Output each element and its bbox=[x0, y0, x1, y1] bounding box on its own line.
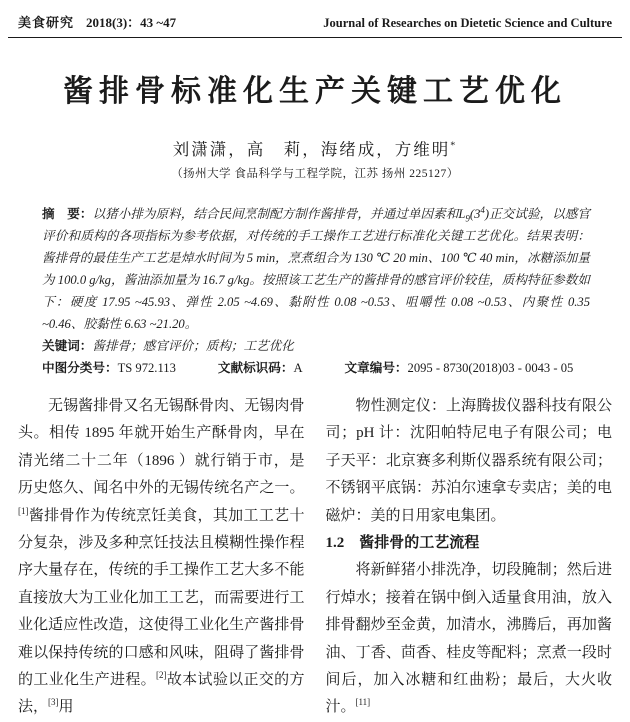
classification-line bbox=[42, 357, 590, 379]
clc-item bbox=[42, 357, 176, 379]
abstract-paragraph bbox=[42, 203, 590, 335]
doc-code-value: A bbox=[293, 361, 303, 375]
citation-superscript: [11] bbox=[355, 697, 371, 708]
affiliation: （扬州大学 食品科学与工程学院，江苏 扬州 225127） bbox=[171, 168, 459, 180]
journal-name-cn: 美食研究 bbox=[18, 15, 75, 30]
clc-label: 中图分类号： bbox=[42, 361, 118, 375]
citation-superscript: [2] bbox=[156, 670, 167, 681]
author-note-mark: * bbox=[450, 140, 458, 152]
clc-value: TS 972.113 bbox=[117, 361, 176, 375]
text-segment: (3 bbox=[469, 207, 481, 221]
running-head-left bbox=[18, 12, 176, 31]
text-segment: 1.2 酱排骨的工艺流程 bbox=[325, 535, 480, 552]
abstract-label: 摘 要： bbox=[42, 207, 93, 221]
body-paragraph bbox=[18, 393, 305, 722]
title-block bbox=[8, 74, 622, 181]
keywords-line bbox=[42, 335, 590, 357]
subscript-text: 9 bbox=[465, 213, 470, 224]
keywords-label: 关键词： bbox=[42, 339, 93, 353]
authors-names: 刘潇潇，高 莉，海绪成，方维明 bbox=[172, 140, 451, 159]
italic-text: L bbox=[458, 207, 466, 221]
issue-pages: 2018(3)：43 ~47 bbox=[86, 15, 177, 30]
section-heading bbox=[326, 530, 613, 557]
running-head bbox=[8, 8, 622, 38]
authors-line bbox=[8, 136, 622, 160]
text-segment: 用 bbox=[58, 699, 74, 716]
article-title: 酱排骨标准化生产关键工艺优化 bbox=[63, 75, 567, 108]
citation-superscript: [1] bbox=[18, 505, 29, 516]
text-segment: 酱排骨作为传统烹饪美食，其加工工艺十分复杂，涉及多种烹饪技法且模糊性操作程序大量存在，传统的手工操作工艺大多不能直接放大为工业化加工工艺，而需要进行工业化适应性改造，这使得工业化生产酱排骨难以保持传统的口感和风味，阻碍了酱排骨的工业化生产进程。 bbox=[18, 507, 305, 689]
article-id-label: 文章编号： bbox=[344, 361, 408, 375]
citation-superscript: [3] bbox=[48, 697, 59, 708]
journal-name-en: Journal of Researches on Dietetic Science and Culture bbox=[323, 16, 612, 30]
article-id-item bbox=[345, 357, 574, 379]
text-segment: 无锡酱排骨又名无锡酥骨肉、无锡肉骨头。相传 1895 年就开始生产酥骨肉，早在清光绪二十二年（1896 ）就行销于市，是历史悠久、闻名中外的无锡传统名产之一。 bbox=[18, 398, 305, 497]
left-column bbox=[18, 393, 305, 722]
keywords-text: 酱排骨；感官评价；质构；工艺优化 bbox=[92, 339, 294, 353]
body-columns bbox=[18, 393, 612, 722]
text-segment: 将新鲜猪小排洗净，切段腌制；然后进行焯水；接着在锅中倒入适量食用油，放入排骨翻炒至金黄，加清水，沸腾后，再加酱油、丁香、茴香、桂皮等配料；烹煮一段时间后，加入冰糖和红曲粉；最后，大火收汁。 bbox=[325, 562, 612, 716]
abstract-block bbox=[42, 203, 590, 379]
text-segment: )正交试验，以感官评价和质构的各项指标为参考依据，对传统的手工操作工艺进行标准化关键工艺优化。结果表明：酱排骨的最佳生产工艺是焯水时间为 5 min，烹煮组合为 130 ℃ 20 min、100 ℃ 40 min，冰糖添加量为 100.0 g/kg，酱油添加量为 16.7 g/kg。按照该工艺生产的酱排骨的感官评价较佳，质构特征参数如下：硬度 17.95 ~45.93、弹性 2.05 ~4.69、黏附性 0.08 ~0.53、咀嚼性 0.08 ~0.53、内聚性 0.35 ~0.46、胶黏性 6.63 ~21.20。 bbox=[42, 207, 591, 331]
abstract-text bbox=[42, 204, 591, 331]
doc-code-label: 文献标识码： bbox=[217, 361, 294, 375]
text-segment: 物性测定仪：上海腾拔仪器科技有限公司；pH 计：沈阳帕特尼电子有限公司；电子天平：北京赛多利斯仪器系统有限公司；不锈钢平底锅：苏泊尔速拿专卖店；美的电磁炉：美的日用家电集团。 bbox=[325, 398, 612, 524]
doc-code-item bbox=[218, 357, 303, 379]
right-column bbox=[326, 393, 613, 722]
citation-superscript: 4 bbox=[480, 204, 485, 215]
article-id-value: 2095 - 8730(2018)03 - 0043 - 05 bbox=[407, 361, 574, 375]
text-segment: 以猪小排为原料，结合民间烹制配方制作酱排骨，并通过单因素和 bbox=[92, 207, 459, 221]
text-segment: 故本试验以正交的方法， bbox=[18, 672, 305, 716]
body-paragraph bbox=[326, 393, 613, 530]
body-paragraph bbox=[326, 557, 613, 721]
